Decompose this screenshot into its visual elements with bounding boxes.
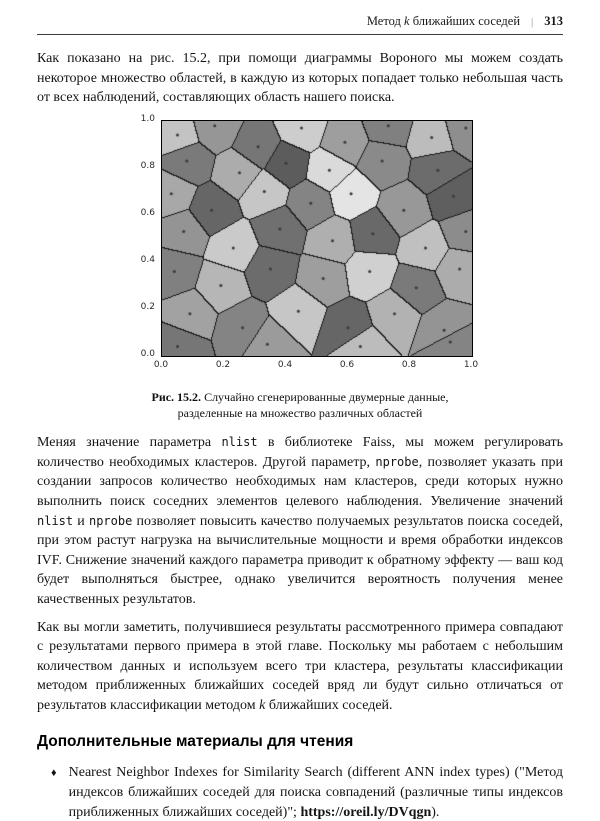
x-tick-label: 1.0 — [463, 359, 479, 370]
bullet-diamond-icon: ♦ — [51, 767, 57, 780]
text-segment: ближайших соседей — [409, 14, 521, 28]
text-segment: Nearest Neighbor Indexes for Similarity Search (different ANN index types) ("Метод индексов ближайших соседей для поиска совпадений (различные типы индексов приближенных ближайших соседей)"; — [68, 765, 563, 820]
code-term-nprobe: nprobe — [88, 513, 133, 528]
page-number: 313 — [544, 14, 563, 28]
y-tick-label: 0.2 — [140, 301, 155, 312]
text-segment: позволяет повысить качество получаемых результатов поиска соседей, при этом растут нагрузка на вычислительные мощности и время обработки индексов IVF. Снижение значений каждого параметра приводит к обратному эффекту — ваш код будет выполняться быстрее, однако увеличится вероятность получения менее качественных результатов. — [37, 513, 563, 607]
text-segment: Меняя значение параметра — [37, 435, 222, 451]
figure-caption-text: Случайно сгенерированные двумерные данные, разделенные на множество различных областей — [177, 389, 449, 420]
page-header — [37, 14, 563, 29]
text-segment: ). — [431, 804, 440, 820]
y-tick-label: 0.6 — [140, 207, 155, 218]
paragraph-results — [37, 618, 563, 716]
voronoi-plot — [119, 113, 481, 380]
text-segment: , позволяет указать при создании запросов количество необходимых нам кластеров, среди которых нужно выполнить поиск соседних элементов целевого наблюдения. Увеличение значений — [37, 454, 563, 509]
reading-item-link[interactable]: https://oreil.ly/DVqgn — [300, 804, 432, 820]
code-term-nlist: nlist — [221, 435, 258, 450]
y-tick-label: 0.8 — [140, 160, 155, 171]
section-heading-further-reading: Дополнительные материалы для чтения — [37, 733, 354, 751]
figure-caption — [128, 389, 473, 421]
header-rule — [37, 34, 563, 35]
italic-k: k — [259, 697, 266, 713]
header-title — [367, 14, 520, 29]
y-tick-label: 0.0 — [140, 348, 155, 359]
figure-15-2 — [37, 113, 563, 421]
code-term-nprobe: nprobe — [375, 454, 419, 469]
header-separator: | — [531, 16, 534, 28]
voronoi-canvas — [161, 120, 473, 357]
y-tick-label: 0.4 — [140, 254, 155, 265]
x-tick-label: 0.8 — [401, 359, 417, 370]
text-segment: Как вы могли заметить, получившиеся результаты рассмотренного примера совпадают с результатами первого примера в этой главе. Поскольку мы работаем с небольшим количеством данных и используем всего три кластера, результаты классификации методом приближенных ближайших соседей вряд ли будут сильно отличаться от результатов классификации методом — [37, 619, 563, 713]
x-tick-label: 0.0 — [153, 359, 169, 370]
italic-k: k — [404, 14, 410, 28]
text-segment: в библиотеке Faiss, мы можем регулировать количество необходимых кластеров. Другой параметр, — [37, 435, 563, 470]
reading-item-text — [69, 763, 563, 821]
paragraph-intro: Как показано на рис. 15.2, при помощи диаграммы Вороного мы можем создать некоторое множество областей, в каждую из которых попадает только небольшая часть от всех наблюдений, составляющих область нашего поиска. — [37, 51, 563, 106]
x-tick-label: 0.6 — [339, 359, 355, 370]
y-tick-label: 1.0 — [140, 113, 155, 124]
x-tick-label: 0.2 — [215, 359, 231, 370]
text-segment: и — [73, 513, 89, 529]
paragraph-nlist — [37, 433, 563, 609]
reading-list-item — [37, 763, 563, 821]
text-segment: Метод — [366, 14, 405, 28]
x-tick-label: 0.4 — [277, 359, 293, 370]
figure-caption-label: Рис. 15.2. — [151, 389, 202, 404]
code-term-nlist: nlist — [37, 513, 74, 528]
text-segment: ближайших соседей. — [265, 697, 393, 713]
